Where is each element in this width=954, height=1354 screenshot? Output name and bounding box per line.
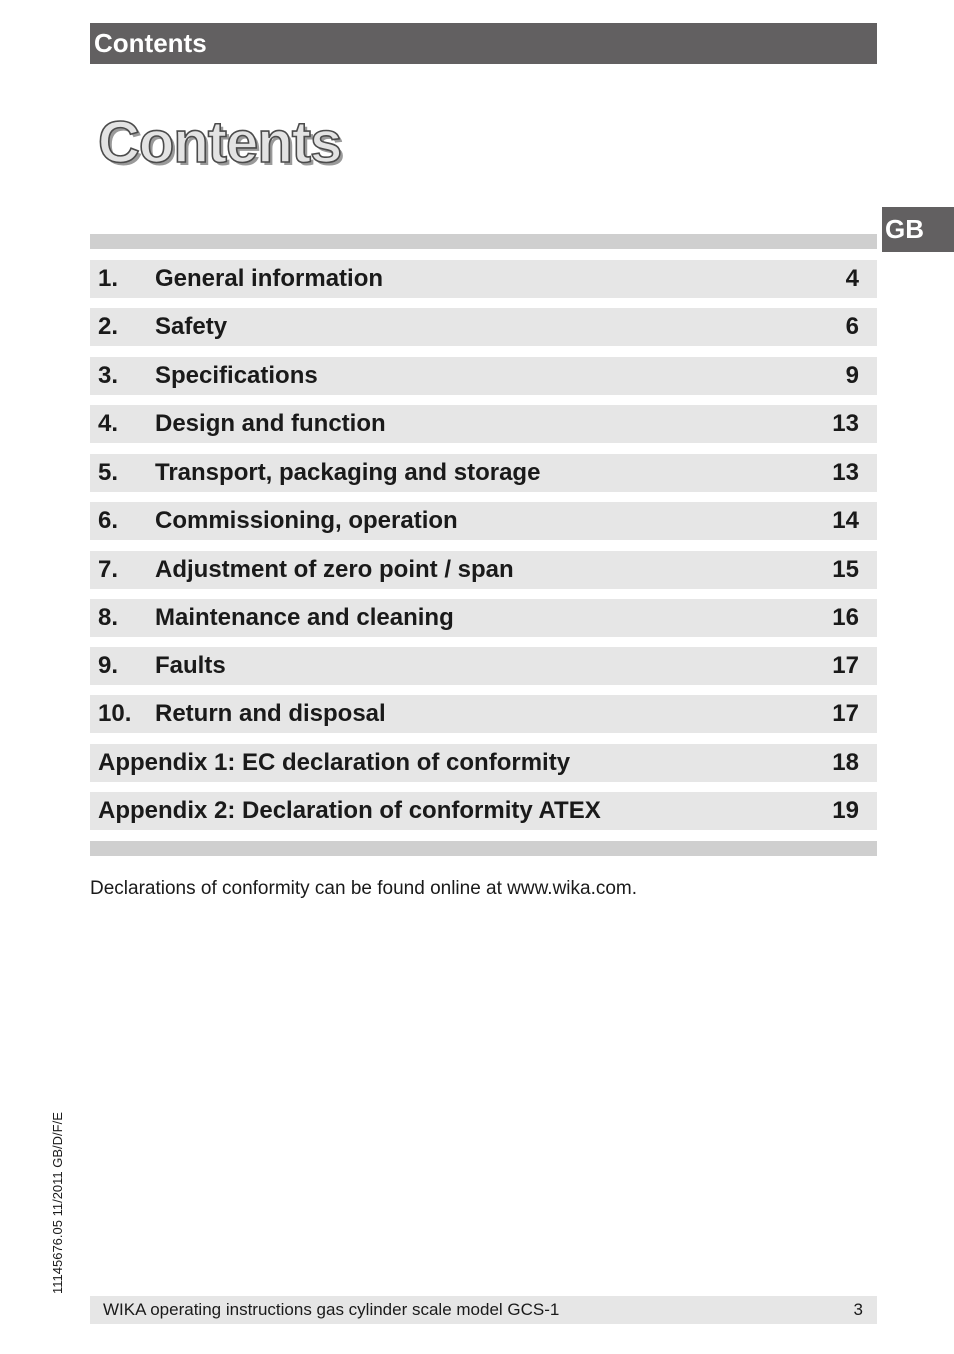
toc-entry-number: 5. [98,459,119,486]
toc-entry-title: Adjustment of zero point / span [155,556,514,583]
toc-entry-title: Commissioning, operation [155,507,458,534]
toc-entry[interactable] [90,454,877,492]
toc-entry-number: 6. [98,507,119,534]
page-footer [90,1296,877,1324]
language-tab: GB [882,207,954,252]
toc-entry[interactable] [90,260,877,298]
toc-entry-page: 16 [832,604,859,631]
toc-appendix-entry[interactable] [90,744,877,782]
toc-entry-page: 19 [832,797,859,824]
toc-entry[interactable] [90,695,877,733]
toc-entry[interactable] [90,502,877,540]
toc-entry-number: 1. [98,265,119,292]
toc-entry[interactable] [90,308,877,346]
toc-entry[interactable] [90,405,877,443]
toc-entry-number: 2. [98,313,119,340]
toc-entry-page: 17 [832,700,859,727]
toc-entry-title: Specifications [155,362,318,389]
toc-entry-number: 4. [98,410,119,437]
toc-entry-title: Return and disposal [155,700,386,727]
toc-appendix-title: Appendix 2: Declaration of conformity ATEX [98,797,601,824]
toc-entry-page: 6 [845,313,859,340]
toc-entry-title: Maintenance and cleaning [155,604,454,631]
toc-entry-title: Safety [155,313,228,340]
toc-entry-page: 15 [832,556,859,583]
toc-entry-number: 3. [98,362,119,389]
toc-entry-number: 8. [98,604,119,631]
footer-text: WIKA operating instructions gas cylinder scale model GCS-1 [103,1300,560,1319]
toc-entry-number: 9. [98,652,119,679]
toc-entry-number: 7. [98,556,119,583]
toc-entry[interactable] [90,647,877,685]
section-header: Contents [90,23,877,64]
toc-entry-page: 13 [832,459,859,486]
footer-page-number: 3 [853,1300,863,1319]
toc-appendix-title: Appendix 1: EC declaration of conformity [98,749,571,776]
toc-entry-page: 18 [832,749,859,776]
divider-top [90,234,877,249]
conformity-note: Declarations of conformity can be found online at www.wika.com. [90,878,638,899]
toc-entry-title: Transport, packaging and storage [155,459,541,486]
toc-entry-page: 4 [845,265,859,292]
document-code: 11145676.05 11/2011 GB/D/F/E [50,1112,65,1294]
toc-entry-title: Design and function [155,410,386,437]
toc-entry-page: 9 [845,362,859,389]
toc-entry-number: 10. [98,700,132,727]
toc-entry[interactable] [90,551,877,589]
toc-entry[interactable] [90,357,877,395]
page-title: Contents [98,110,342,175]
toc-entry-title: General information [155,265,384,292]
toc-entry[interactable] [90,599,877,637]
toc-entry-page: 14 [832,507,859,534]
toc-entry-page: 17 [832,652,859,679]
toc-entry-page: 13 [832,410,859,437]
toc-entry-title: Faults [155,652,226,679]
toc-appendix-entry[interactable] [90,792,877,830]
divider-bottom [90,841,877,856]
